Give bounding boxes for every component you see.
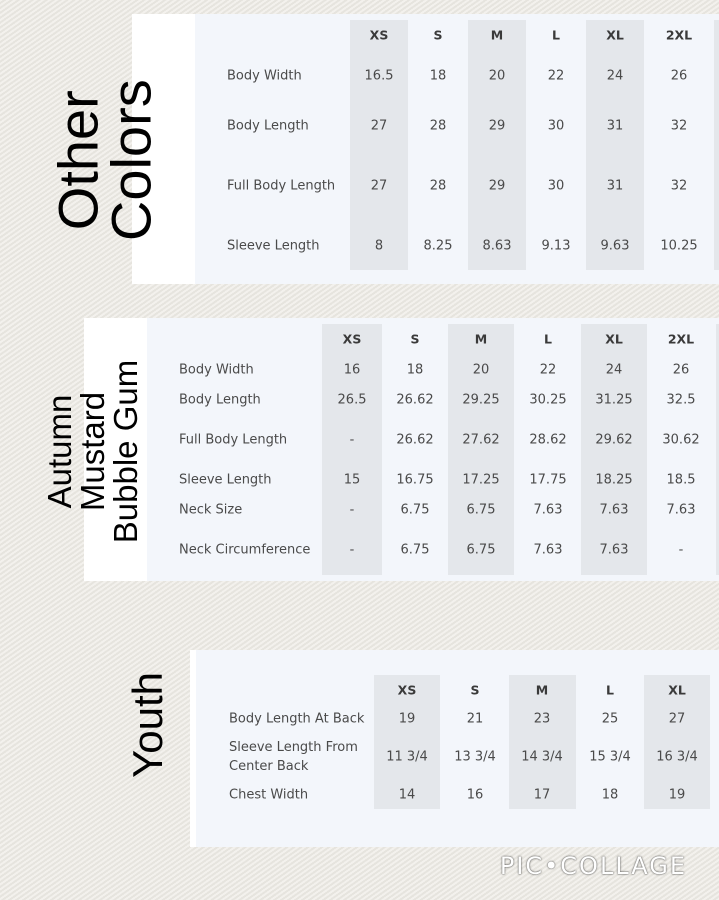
table-cell: 20 — [472, 362, 490, 378]
table-cell: - — [349, 502, 355, 518]
size-header: XL — [605, 331, 623, 347]
table-cell: 6.75 — [400, 502, 430, 518]
table-cell: 31 — [606, 118, 624, 134]
table-cell: 7.63 — [533, 502, 563, 518]
table-cell: 8 — [374, 238, 384, 254]
row-label-body-width: Body Width — [227, 68, 302, 84]
size-column-band — [350, 20, 408, 270]
row-label-neck-circumference: Neck Circumference — [179, 542, 311, 558]
table-cell: 28.62 — [529, 432, 567, 448]
table-cell: 24 — [606, 68, 624, 84]
table-cell: 31.25 — [595, 392, 633, 408]
size-header: L — [606, 682, 614, 698]
youth-title — [115, 660, 180, 790]
row-label-body-width: Body Width — [179, 362, 254, 378]
title-line: Other — [46, 89, 110, 231]
row-label-line: Sleeve Length From — [229, 740, 358, 755]
table-cell: 7.63 — [533, 542, 563, 558]
table-cell: 18 — [429, 68, 447, 84]
table-cell: 16 — [466, 787, 484, 803]
table-cell: 23 — [533, 711, 551, 727]
table-cell: 26.5 — [337, 392, 367, 408]
table-cell: 16.5 — [364, 68, 394, 84]
table-cell: 32 — [670, 118, 688, 134]
table-cell: 16 3/4 — [656, 749, 698, 765]
table-cell: 28 — [429, 118, 447, 134]
table-cell: 29 — [488, 178, 506, 194]
size-header: S — [410, 331, 420, 347]
size-column-band — [468, 20, 526, 270]
table-cell: 21 — [466, 711, 484, 727]
size-header: M — [535, 682, 549, 698]
table-cell: 25 — [601, 711, 619, 727]
size-header: XS — [342, 331, 362, 347]
table-cell: 26 — [670, 68, 688, 84]
table-cell: 8.25 — [423, 238, 453, 254]
table-cell: 22 — [539, 362, 557, 378]
table-cell: - — [349, 432, 355, 448]
table-cell: 18 — [406, 362, 424, 378]
row-label-body-length: Body Length — [227, 118, 309, 134]
table-cell: 8.63 — [482, 238, 512, 254]
table-cell: 29.62 — [595, 432, 633, 448]
other-colors-card — [132, 14, 719, 284]
size-header: XL — [606, 27, 624, 43]
table-cell: 28 — [429, 178, 447, 194]
row-label-full-body-length: Full Body Length — [179, 432, 288, 448]
table-cell: 6.75 — [466, 542, 496, 558]
table-cell: 18.25 — [595, 472, 633, 488]
table-cell: 15 3/4 — [589, 749, 631, 765]
table-cell: 9.13 — [541, 238, 571, 254]
title-line: Colors — [100, 79, 164, 241]
table-cell: 19 — [668, 787, 686, 803]
other-colors-title — [40, 35, 170, 285]
autumn-mustard-bubble-gum-card — [84, 318, 719, 581]
table-cell: 18.5 — [666, 472, 696, 488]
table-cell: 27 — [370, 118, 388, 134]
table-cell: 13 3/4 — [454, 749, 496, 765]
table-cell: 26.62 — [396, 392, 434, 408]
table-cell: 27 — [668, 711, 686, 727]
table-cell: 6.75 — [466, 502, 496, 518]
table-cell: 30.62 — [662, 432, 700, 448]
size-header: 2XL — [667, 331, 695, 347]
size-header: S — [433, 27, 443, 43]
table-cell: 26.62 — [396, 432, 434, 448]
size-header: XS — [369, 27, 389, 43]
table-cell: 20 — [488, 68, 506, 84]
table-cell: 7.63 — [599, 542, 629, 558]
size-header: XL — [668, 682, 686, 698]
row-label-line: Center Back — [229, 759, 309, 774]
table-cell: 16.75 — [396, 472, 434, 488]
table-cell: 16 — [343, 362, 361, 378]
table-cell: 30.25 — [529, 392, 567, 408]
row-label-neck-size: Neck Size — [179, 502, 243, 518]
row-label-sleeve-length-from-center-back — [229, 738, 358, 776]
size-column-band — [714, 20, 719, 270]
table-cell: - — [349, 542, 355, 558]
table-cell: 18 — [601, 787, 619, 803]
table-cell: 17.75 — [529, 472, 567, 488]
row-label-body-length-at-back: Body Length At Back — [229, 711, 365, 727]
row-label-full-body-length: Full Body Length — [227, 178, 336, 194]
table-cell: 32 — [670, 178, 688, 194]
row-label-sleeve-length: Sleeve Length — [227, 238, 320, 254]
size-header: M — [474, 331, 488, 347]
table-cell: 15 — [343, 472, 361, 488]
table-cell: 22 — [547, 68, 565, 84]
title-line: Autumn — [41, 394, 78, 508]
table-cell: 9.63 — [600, 238, 630, 254]
youth-card — [190, 650, 719, 847]
title-line: Bubble Gum — [107, 359, 144, 543]
table-cell: 14 — [398, 787, 416, 803]
size-column-band — [586, 20, 644, 270]
size-header: 2XL — [665, 27, 693, 43]
title-line: Mustard — [74, 391, 111, 511]
table-cell: 17 — [533, 787, 551, 803]
row-label-sleeve-length: Sleeve Length — [179, 472, 272, 488]
table-cell: - — [678, 542, 684, 558]
table-cell: 17.25 — [462, 472, 500, 488]
table-cell: 32.5 — [666, 392, 696, 408]
size-header: M — [490, 27, 504, 43]
size-header: S — [470, 682, 480, 698]
row-label-chest-width: Chest Width — [229, 787, 309, 803]
table-cell: 11 3/4 — [386, 749, 428, 765]
table-cell: 30 — [547, 178, 565, 194]
table-cell: 7.63 — [599, 502, 629, 518]
table-cell: 6.75 — [400, 542, 430, 558]
autumn-mustard-bubble-gum-title — [35, 326, 150, 576]
pic-collage-watermark: PIC•COLLAGE — [499, 852, 687, 880]
table-cell: 29 — [488, 118, 506, 134]
table-cell: 19 — [398, 711, 416, 727]
size-header: L — [544, 331, 552, 347]
table-cell: 26 — [672, 362, 690, 378]
table-cell: 27 — [370, 178, 388, 194]
table-cell: 31 — [606, 178, 624, 194]
table-cell: 27.62 — [462, 432, 500, 448]
title-line: Youth — [123, 672, 171, 778]
table-cell: 29.25 — [462, 392, 500, 408]
size-header: XS — [397, 682, 417, 698]
row-label-body-length: Body Length — [179, 392, 261, 408]
table-cell: 14 3/4 — [521, 749, 563, 765]
table-cell: 30 — [547, 118, 565, 134]
table-cell: 24 — [605, 362, 623, 378]
table-cell: 10.25 — [660, 238, 698, 254]
size-header: L — [552, 27, 560, 43]
table-cell: 7.63 — [666, 502, 696, 518]
